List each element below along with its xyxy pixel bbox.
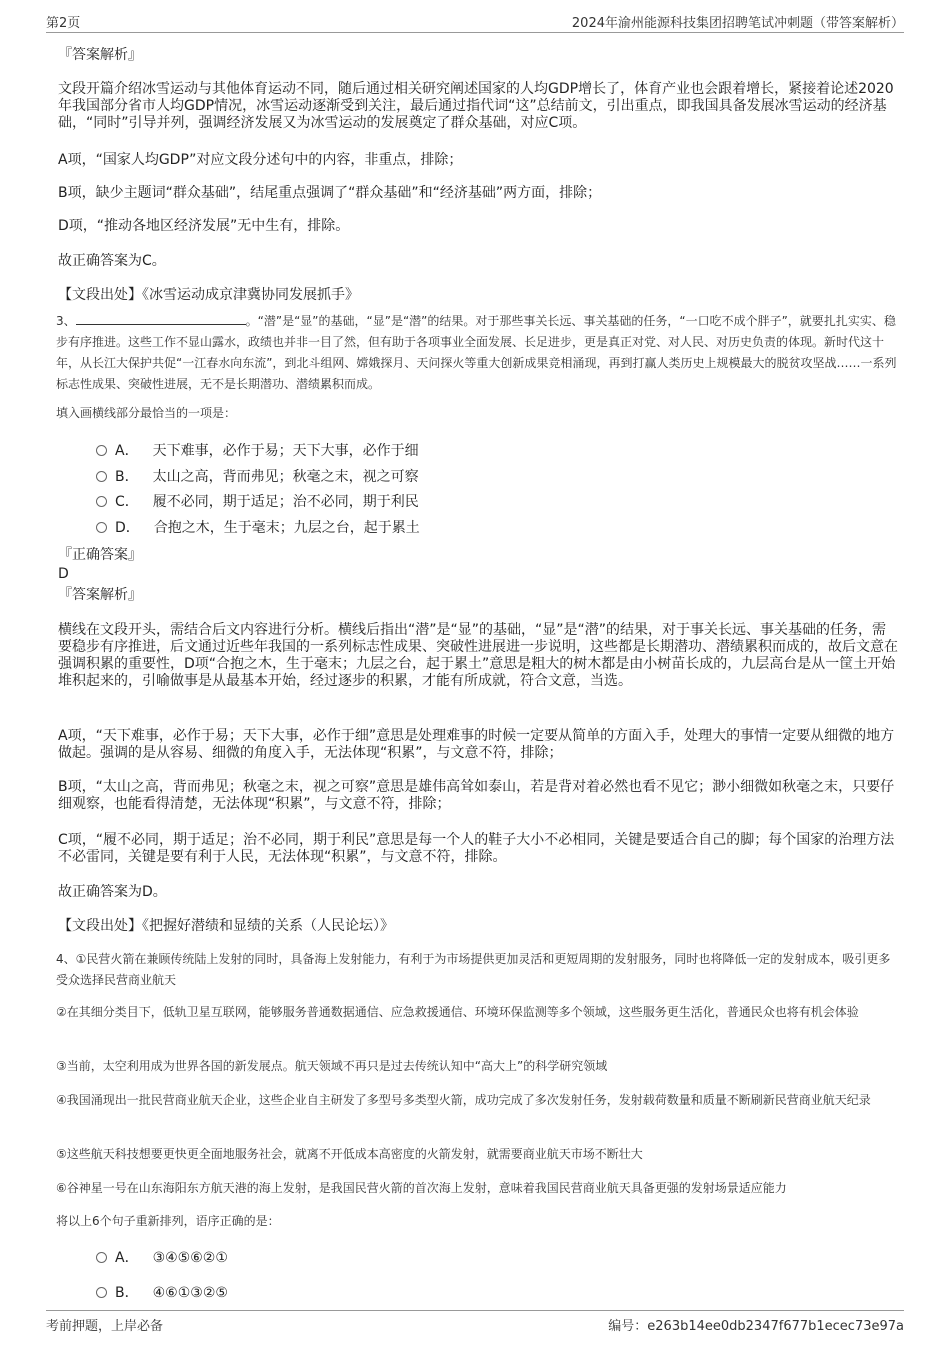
page-header (46, 10, 904, 33)
q3-option-b[interactable]: B． 太山之高，背而弗见；秋毫之末，视之可察 (96, 468, 419, 486)
radio-icon[interactable] (96, 471, 107, 482)
q3-analysis-label: 『答案解析』 (58, 587, 142, 603)
q4-option-a[interactable]: A． ③④⑤⑥②① (96, 1249, 228, 1267)
q4-option-b[interactable]: B． ④⑥①③②⑤ (96, 1284, 228, 1302)
document-id: 编号：e263b14ee0db2347f677b1ecec73e97a (608, 1319, 904, 1334)
q4-sentence-3: ③当前，太空利用成为世界各国的新发展点。航天领域不再只是过去传统认知中“高大上”的科学研究领域 (56, 1059, 608, 1073)
q2-source: 【文段出处】《冰雪运动成京津冀协同发展抓手》 (58, 287, 359, 303)
q4-sentence-4: ④我国涌现出一批民营商业航天企业，这些企业自主研发了多型号多类型火箭，成功完成了多次发射任务，发射载荷数量和质量不断刷新民营商业航天纪录 (56, 1093, 871, 1107)
document-title: 2024年渝州能源科技集团招聘笔试冲刺题（带答案解析） (571, 16, 904, 31)
q3-stem (56, 311, 898, 395)
radio-icon[interactable] (96, 496, 107, 507)
q3-analysis-p3: B项，“太山之高，背而弗见；秋毫之末，视之可察”意思是雄伟高耸如泰山，若是背对着必然也看不见它；渺小细微如秋毫之末，只要仔细观察，也能看得清楚，无法体现“积累”，与文意不符，排除； (58, 779, 895, 812)
q3-analysis-p1: 横线在文段开头，需结合后文内容进行分析。横线后指出“潜”是“显”的基础，“显”是“潜”的结果，对于事关长远、事关基础的任务，需要稳步有序推进，后文通过近些年我国的一系列标志性成果、突破性进展进一步说明，这些都是长期潜功、潜绩累积而成的，故后文意在强调积累的重要性，D项“合抱之木，生于毫末；九层之台，起于累土”意思是粗大的树木都是由小树苗长成的，九层高台是从一筐土开始堆积起来的，引喻做事是从最基本开始，经过逐步的积累，才能有所成就，符合文意，当选。 (58, 622, 898, 689)
q3-correct-label: 『正确答案』 (58, 547, 142, 563)
footer-slogan: 考前押题，上岸必备 (46, 1319, 164, 1334)
q2-analysis-p1: 文段开篇介绍冰雪运动与其他体育运动不同，随后通过相关研究阐述国家的人均GDP增长了，体育产业也会跟着增长，紧接着论述2020年我国部分省市人均GDP情况，冰雪运动逐渐受到关注，最后通过指代词“这”总结前文，引出重点，即我国具备发展冰雪运动的经济基础，“同时”引导并列，强调经济发展又为冰雪运动的发展奠定了群众基础，对应C项。 (58, 81, 894, 131)
radio-icon[interactable] (96, 445, 107, 456)
q3-blank (76, 312, 246, 325)
q3-number: 3、 (56, 314, 76, 328)
radio-icon[interactable] (96, 1287, 107, 1298)
q4-sentence-2: ②在其细分类目下，低轨卫星互联网，能够服务普通数据通信、应急救援通信、环境环保监测等多个领域，这些服务更生活化，普通民众也将有机会体验 (56, 1005, 859, 1019)
q3-stem-text: 。“潜”是“显”的基础，“显”是“潜”的结果。对于那些事关长远、事关基础的任务，“一口吃不成个胖子”，就要扎扎实实、稳步有序推进。这些工作不显山露水，政绩也并非一目了然，但有助于各项事业全面发展、长足进步，更是真正对党、对人民、对历史负责的体现。新时代这十年，从长江大保护共促“一江春水向东流”，到北斗组网、嫦娥探月、天问探火等重大创新成果竞相涌现，再到打赢人类历史上规模最大的脱贫攻坚战……一系列标志性成果、突破性进展，无不是长期潜功、潜绩累积而成。 (56, 314, 897, 391)
q4-sentence-6: ⑥谷神星一号在山东海阳东方航天港的海上发射，是我国民营火箭的首次海上发射，意味着我国民营商业航天具备更强的发射场景适应能力 (56, 1181, 787, 1195)
q2-analysis-p4: D项，“推动各地区经济发展”无中生有，排除。 (58, 218, 350, 234)
q3-answer: 故正确答案为D。 (58, 884, 167, 900)
q4-sentence-1: 4、①民营火箭在兼顾传统陆上发射的同时，具备海上发射能力，有利于为市场提供更加灵活和更短周期的发射服务，同时也将降低一定的发射成本，吸引更多受众选择民营商业航天 (56, 952, 891, 987)
q3-source: 【文段出处】《把握好潜绩和显绩的关系（人民论坛）》 (58, 918, 394, 934)
q3-option-c[interactable]: C． 履不必同，期于适足；治不必同，期于利民 (96, 493, 419, 511)
q2-answer: 故正确答案为C。 (58, 253, 166, 269)
q3-option-a[interactable]: A． 天下难事，必作于易；天下大事，必作于细 (96, 442, 419, 460)
q3-analysis-p2: A项，“天下难事，必作于易；天下大事，必作于细”意思是处理难事的时候一定要从简单的方面入手，处理大的事情一定要从细微的地方做起。强调的是从容易、细微的角度入手，无法体现“积累”，与文意不符，排除； (58, 728, 895, 761)
q2-analysis-p2: A项，“国家人均GDP”对应文段分述句中的内容，非重点，排除； (58, 152, 463, 168)
radio-icon[interactable] (96, 522, 107, 533)
q3-analysis-p4: C项，“履不必同，期于适足；治不必同，期于利民”意思是每一个人的鞋子大小不必相同，关键是要适合自己的脚；每个国家的治理方法不必雷同，关键是要有利于人民，无法体现“积累”，与文意不符，排除。 (58, 832, 895, 865)
q3-option-d[interactable]: D． 合抱之木，生于毫末；九层之台，起于累土 (96, 519, 420, 537)
q3-prompt: 填入画横线部分最恰当的一项是： (56, 406, 237, 420)
q4-sentence-5: ⑤这些航天科技想要更快更全面地服务社会，就离不开低成本高密度的火箭发射，就需要商业航天市场不断壮大 (56, 1147, 643, 1161)
q2-analysis-p3: B项，缺少主题词“群众基础”，结尾重点强调了“群众基础”和“经济基础”两方面，排除； (58, 185, 602, 201)
page-number: 第2页 (46, 16, 81, 31)
radio-icon[interactable] (96, 1252, 107, 1263)
q2-analysis-label: 『答案解析』 (58, 47, 142, 63)
page-footer (46, 1310, 904, 1333)
q4-prompt: 将以上6个句子重新排列，语序正确的是： (56, 1214, 280, 1228)
q3-correct-answer: D (58, 566, 69, 582)
